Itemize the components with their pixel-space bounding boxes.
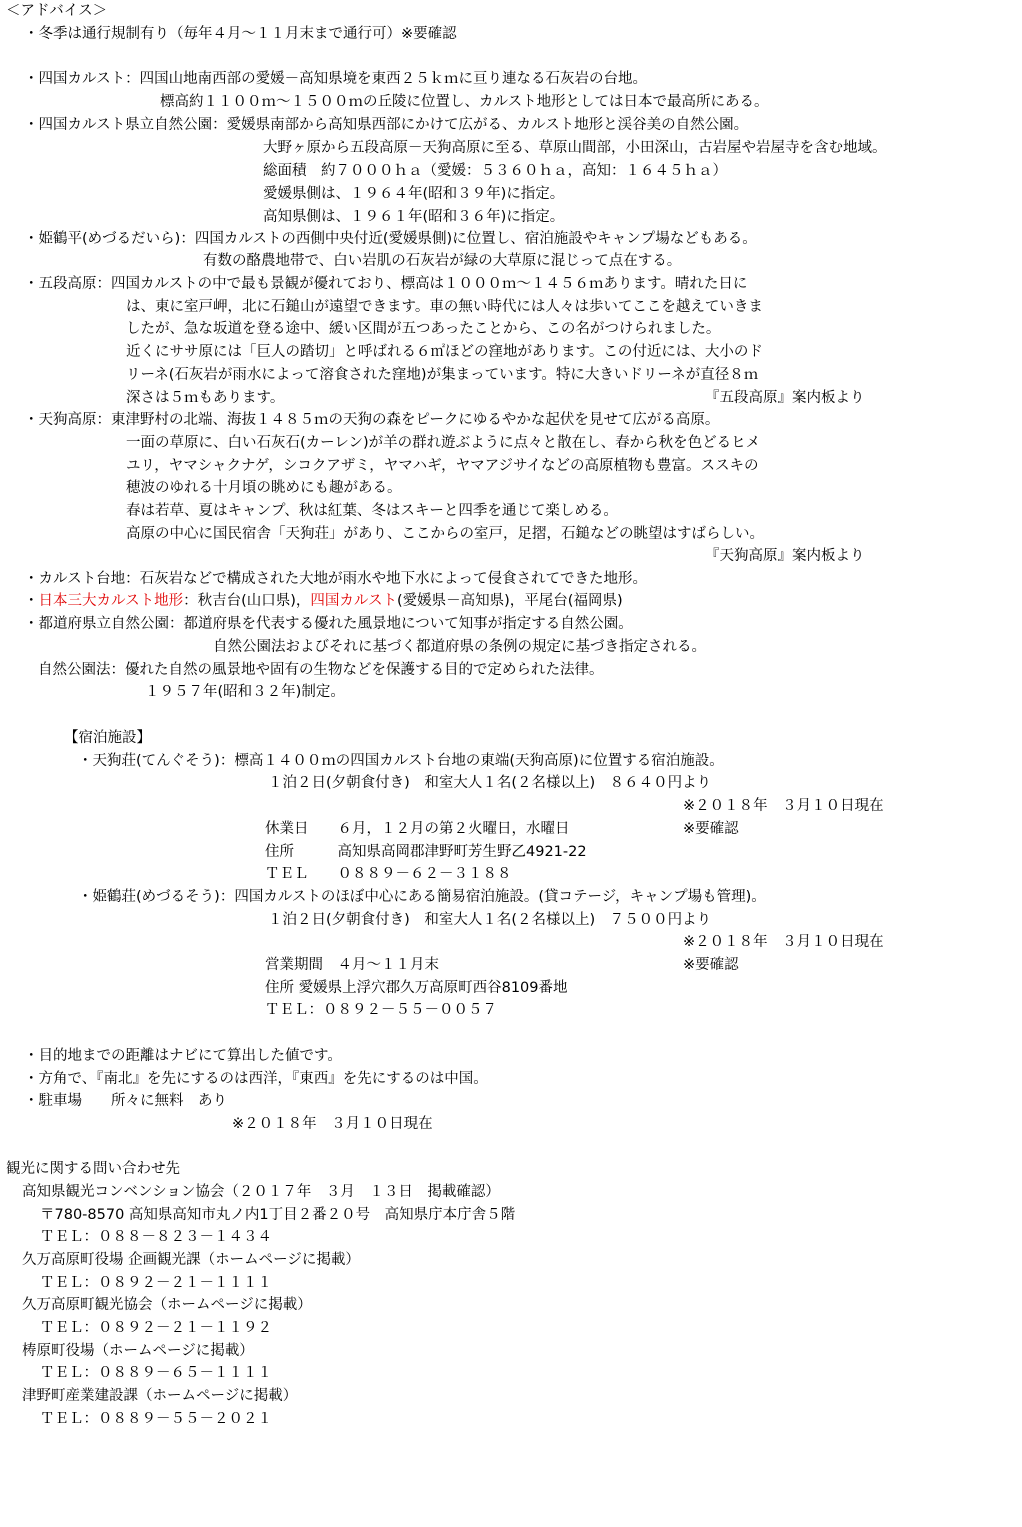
godan-line-4: 近くにササ原には「巨人の踏切」と呼ばれる６㎡ほどの窪地があります。この付近には、大小のド <box>126 344 763 360</box>
distance-note: ・目的地までの距離はナビにて算出した値です。 <box>24 1048 342 1064</box>
three-karst-line <box>24 590 623 612</box>
shikoku-karst-highlight: 四国カルスト <box>310 593 397 609</box>
kuma-office-tel: ＴＥＬ：０８９２－２１－１１１１ <box>40 1275 272 1291</box>
karst-plateau-line: ・カルスト台地：石灰岩などで構成された大地が雨水や地下水によって侵食されてできた地形。 <box>24 571 648 587</box>
advice-heading: ＜アドバイス＞ <box>6 3 108 19</box>
hime-so-confirm: ※要確認 <box>683 957 739 973</box>
kochi-assoc-name: 高知県観光コンベンション協会（２０１７年 ３月 １３日 掲載確認） <box>22 1184 500 1200</box>
yusuhara-office-name: 梼原町役場（ホームページに掲載） <box>22 1343 254 1359</box>
tengu-so-holiday: 休業日 ６月，１２月の第２火曜日，水曜日 <box>265 821 570 837</box>
kuma-office-name: 久万高原町役場 企画観光課（ホームページに掲載） <box>22 1252 360 1268</box>
tengu-so-address: 住所 高知県高岡郡津野町芳生野乙4921-22 <box>265 844 587 860</box>
tengu-line-1: ・天狗高原：東津野村の北端、海抜１４８５ｍの天狗の森をピークにゆるやかな起伏を見せて広がる高原。 <box>24 412 720 428</box>
park-line-2: 大野ヶ原から五段高原－天狗高原に至る、草原山間部，小田深山，古岩屋や岩屋寺を含む地域。 <box>263 140 887 156</box>
godan-line-6: 深さは５ｍもあります。 <box>126 390 285 406</box>
himetsuru-line-2: 有数の酪農地帯で、白い岩肌の石灰岩が緑の大草原に混じって点在する。 <box>203 253 682 269</box>
godan-source: 『五段高原』案内板より <box>705 390 865 406</box>
karst-line-1: ・四国カルスト：四国山地南西部の愛媛－高知県境を東西２５ｋｍに亘り連なる石灰岩の台地。 <box>24 71 648 87</box>
himetsuru-line-1: ・姫鶴平(めづるだいら)：四国カルストの西側中央付近(愛媛県側)に位置し、宿泊施設やキャンプ場などもある。 <box>24 231 757 247</box>
park-line-3: 総面積 約７０００ｈａ（愛媛：５３６０ｈａ，高知：１６４５ｈａ） <box>263 163 727 179</box>
hime-so-line-1: ・姫鶴荘(めづるそう)：四国カルストのほぼ中心にある簡易宿泊施設。(貸コテージ，キャンプ場も管理)。 <box>78 889 766 905</box>
hime-so-tel: ＴＥＬ：０８９２－５５－００５７ <box>265 1002 497 1018</box>
contacts-heading: 観光に関する問い合わせ先 <box>6 1161 180 1177</box>
kochi-assoc-address: 〒780-8570 高知県高知市丸ノ内1丁目２番２０号 高知県庁本庁舎５階 <box>40 1207 516 1223</box>
yusuhara-office-tel: ＴＥＬ：０８８９－６５－１１１１ <box>40 1365 272 1381</box>
direction-note: ・方角で、『南北』を先にするのは西洋，『東西』を先にするのは中国。 <box>24 1071 488 1087</box>
tengu-line-3: ユリ，ヤマシャクナゲ，シコクアザミ，ヤマハギ，ヤマアジサイなどの高原植物も豊富。ススキの <box>126 458 759 474</box>
law-line-2: １９５７年(昭和３２年)制定。 <box>145 684 345 700</box>
godan-line-3: したが、急な坂道を登る途中、緩い区間が五つあったことから、この名がつけられました。 <box>126 321 721 337</box>
hime-so-address: 住所 愛媛県上浮穴郡久万高原町西谷8109番地 <box>265 980 568 996</box>
park-line-4: 愛媛県側は、１９６４年(昭和３９年)に指定。 <box>263 186 565 202</box>
pref-park-line-1: ・都道府県立自然公園：都道府県を代表する優れた風景地について知事が指定する自然公園。 <box>24 616 633 632</box>
tengu-line-5: 春は若草、夏はキャンプ、秋は紅葉、冬はスキーと四季を通じて楽しめる。 <box>126 503 618 519</box>
hime-so-price: １泊２日(夕朝食付き) 和室大人１名(２名様以上) ７５００円より <box>268 912 712 928</box>
three-karst-tail: (愛媛県－高知県)，平尾台(福岡県) <box>396 593 623 609</box>
parking-note: ・駐車場 所々に無料 あり <box>24 1093 227 1109</box>
winter-note: ・冬季は通行規制有り（毎年４月～１１月末まで通行可）※要確認 <box>24 26 457 42</box>
tengu-so-price: １泊２日(夕朝食付き) 和室大人１名(２名様以上) ８６４０円より <box>268 775 712 791</box>
three-karst-bullet: ・ <box>24 593 39 609</box>
park-line-5: 高知県側は、１９６１年(昭和３６年)に指定。 <box>263 209 565 225</box>
hime-so-date: ※２０１８年 ３月１０日現在 <box>683 934 884 950</box>
godan-line-5: リーネ(石灰岩が雨水によって溶食された窪地)が集まっています。特に大きいドリーネが直径８ｍ <box>126 367 759 383</box>
tengu-so-confirm: ※要確認 <box>683 821 739 837</box>
three-karst-highlight: 日本三大カルスト地形 <box>38 593 184 609</box>
law-line-1: 自然公園法：優れた自然の風景地や固有の生物などを保護する目的で定められた法律。 <box>38 662 604 678</box>
tengu-line-6: 高原の中心に国民宿舎「天狗荘」があり、ここからの室戸，足摺，石鎚などの眺望はすばらしい。 <box>126 526 764 542</box>
tengu-so-line-1: ・天狗荘(てんぐそう)：標高１４００ｍの四国カルスト台地の東端(天狗高原)に位置する宿泊施設。 <box>78 753 724 769</box>
tengu-line-2: 一面の草原に、白い石灰石(カーレン)が羊の群れ遊ぶように点々と散在し、春から秋を色どるヒメ <box>126 435 761 451</box>
kochi-assoc-tel: ＴＥＬ：０８８－８２３－１４３４ <box>40 1229 272 1245</box>
lodging-heading: 【宿泊施設】 <box>64 730 151 746</box>
tengu-so-date: ※２０１８年 ３月１０日現在 <box>683 798 884 814</box>
kuma-assoc-name: 久万高原町観光協会（ホームページに掲載） <box>22 1297 312 1313</box>
park-line-1: ・四国カルスト県立自然公園：愛媛県南部から高知県西部にかけて広がる、カルスト地形と渓谷美の自然公園。 <box>24 117 749 133</box>
pref-park-line-2: 自然公園法およびそれに基づく都道府県の条例の規定に基づき指定される。 <box>213 639 706 655</box>
parking-date: ※２０１８年 ３月１０日現在 <box>232 1116 433 1132</box>
godan-line-2: は、東に室戸岬，北に石鎚山が遠望できます。車の無い時代には人々は歩いてここを越えていきま <box>126 299 763 315</box>
godan-line-1: ・五段高原：四国カルストの中で最も景観が優れており、標高は１０００ｍ～１４５６ｍあります。晴れた日に <box>24 276 748 292</box>
tsuno-office-name: 津野町産業建設課（ホームページに掲載） <box>22 1388 298 1404</box>
tengu-so-tel: ＴＥＬ ０８８９－６２－３１８８ <box>265 866 512 882</box>
three-karst-middle: ：秋吉台(山口県)， <box>183 593 311 609</box>
tengu-line-4: 穂波のゆれる十月頃の眺めにも趣がある。 <box>126 480 402 496</box>
tsuno-office-tel: ＴＥＬ：０８８９－５５－２０２１ <box>40 1411 272 1427</box>
kuma-assoc-tel: ＴＥＬ：０８９２－２１－１１９２ <box>40 1320 272 1336</box>
karst-line-2: 標高約１１００ｍ～１５００ｍの丘陵に位置し、カルスト地形としては日本で最高所にある。 <box>160 94 769 110</box>
tengu-source: 『天狗高原』案内板より <box>705 548 865 564</box>
hime-so-period: 営業期間 ４月～１１月末 <box>265 957 439 973</box>
